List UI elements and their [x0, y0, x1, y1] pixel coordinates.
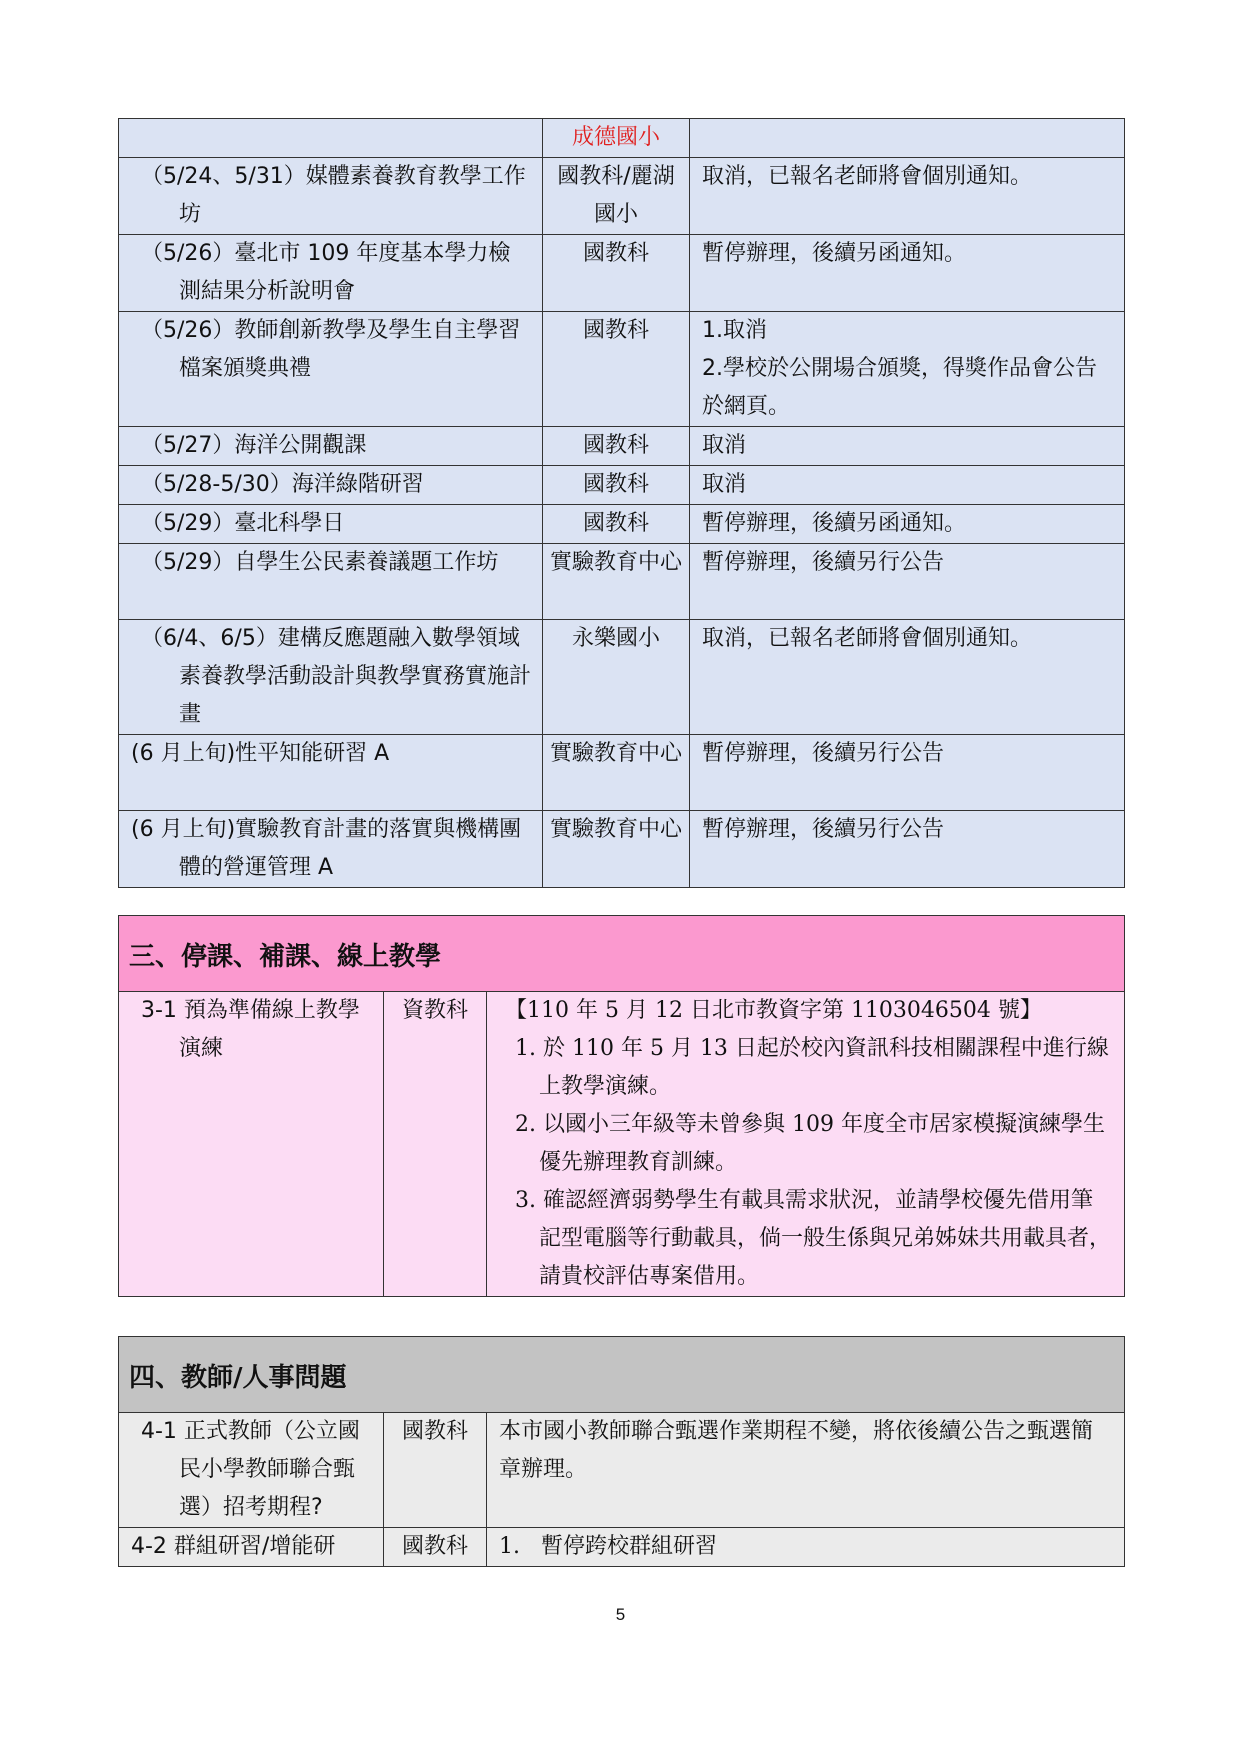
event-text: (6 月上旬)實驗教育計畫的落實與機構團體的營運管理 A [131, 817, 522, 880]
status-line: 1.取消 [702, 318, 767, 343]
table-row [119, 544, 1125, 620]
event-cell [119, 158, 543, 235]
unit-cell: 實驗教育中心 [543, 811, 690, 888]
unit-cell: 資教科 [384, 992, 487, 1297]
event-cell [119, 119, 543, 158]
content-cell [487, 992, 1125, 1297]
table-row [119, 119, 1125, 158]
event-cell [119, 811, 543, 888]
item-label-cell: 4-2 群組研習/增能研 [119, 1528, 384, 1567]
unit-cell: 國教科 [543, 427, 690, 466]
status-cell: 暫停辦理，後續另行公告 [690, 544, 1125, 620]
status-cell [690, 119, 1125, 158]
status-cell [690, 312, 1125, 427]
table-row [119, 992, 1125, 1297]
unit-cell: 國教科 [543, 235, 690, 312]
event-text: （5/28-5/30）海洋綠階研習 [141, 472, 424, 497]
unit-cell: 國教科 [543, 505, 690, 544]
event-cell [119, 620, 543, 735]
event-cell [119, 544, 543, 620]
item-label-cell [119, 992, 384, 1297]
unit-cell: 成德國小 [543, 119, 690, 158]
unit-cell: 國教科 [384, 1528, 487, 1567]
table-row [119, 505, 1125, 544]
event-cell: (6 月上旬)性平知能研習 A [119, 735, 543, 811]
status-cell: 取消 [690, 466, 1125, 505]
table-row [119, 466, 1125, 505]
table-row [119, 312, 1125, 427]
content-cell: 本市國小教師聯合甄選作業期程不變，將依後續公告之甄選簡章辦理。 [487, 1413, 1125, 1528]
unit-cell: 國教科 [384, 1413, 487, 1528]
unit-cell: 實驗教育中心 [543, 544, 690, 620]
unit-cell: 國教科/麗湖國小 [543, 158, 690, 235]
list-item: 3. 確認經濟弱勢學生有載具需求狀況，並請學校優先借用筆記型電腦等行動載具，倘一般生係與兄弟姊妹共用載具者，請貴校評估專案借用。 [515, 1188, 1112, 1289]
event-cell [119, 312, 543, 427]
item-label-cell [119, 1413, 384, 1528]
event-status-table [118, 118, 1125, 888]
status-cell: 暫停辦理，後續另行公告 [690, 735, 1125, 811]
document-reference: 【110 年 5 月 12 日北市教資字第 1103046504 號】 [505, 998, 1042, 1023]
status-cell: 取消 [690, 427, 1125, 466]
unit-cell: 永樂國小 [543, 620, 690, 735]
event-text: （5/26）臺北市 109 年度基本學力檢測結果分析說明會 [141, 241, 511, 304]
list-item: 2. 以國小三年級等未曾參與 109 年度全市居家模擬演練學生優先辦理教育訓練。 [515, 1112, 1105, 1175]
status-cell: 暫停辦理，後續另函通知。 [690, 235, 1125, 312]
event-text: （5/29）臺北科學日 [141, 511, 345, 536]
table-row [119, 158, 1125, 235]
status-cell: 暫停辦理，後續另行公告 [690, 811, 1125, 888]
event-cell [119, 505, 543, 544]
table-row [119, 1413, 1125, 1528]
unit-cell: 實驗教育中心 [543, 735, 690, 811]
table-row [119, 735, 1125, 811]
content-cell: 1. 暫停跨校群組研習 [487, 1528, 1125, 1567]
section-title: 四、教師/人事問題 [119, 1337, 1125, 1413]
table-row [119, 620, 1125, 735]
section-header-row [119, 1337, 1125, 1413]
event-cell [119, 466, 543, 505]
section-teacher-personnel-table [118, 1336, 1125, 1567]
event-text: （5/29）自學生公民素養議題工作坊 [141, 550, 499, 575]
event-cell [119, 427, 543, 466]
item-label: 4-1 正式教師（公立國民小學教師聯合甄選）招考期程? [141, 1419, 360, 1520]
page-number: 5 [615, 1605, 626, 1624]
table-row [119, 427, 1125, 466]
event-text: （6/4、6/5）建構反應題融入數學領域素養教學活動設計與教學實務實施計畫 [141, 626, 532, 727]
unit-cell: 國教科 [543, 466, 690, 505]
status-line: 2.學校於公開場合頒獎，得獎作品會公告於網頁。 [702, 356, 1097, 419]
unit-cell: 國教科 [543, 312, 690, 427]
table-row [119, 811, 1125, 888]
section-title: 三、停課、補課、線上教學 [119, 916, 1125, 992]
status-cell: 暫停辦理，後續另函通知。 [690, 505, 1125, 544]
table-row [119, 1528, 1125, 1567]
list-item: 1. 於 110 年 5 月 13 日起於校內資訊科技相關課程中進行線上教學演練。 [515, 1036, 1109, 1099]
status-cell: 取消，已報名老師將會個別通知。 [690, 620, 1125, 735]
event-text: （5/24、5/31）媒體素養教育教學工作坊 [141, 164, 526, 227]
event-text: （5/27）海洋公開觀課 [141, 433, 367, 458]
section-header-row [119, 916, 1125, 992]
table-row [119, 235, 1125, 312]
section-online-teaching-table [118, 915, 1125, 1297]
event-text: （5/26）教師創新教學及學生自主學習檔案頒獎典禮 [141, 318, 521, 381]
event-cell [119, 235, 543, 312]
status-cell: 取消，已報名老師將會個別通知。 [690, 158, 1125, 235]
item-label: 3-1 預為準備線上教學演練 [141, 998, 360, 1061]
